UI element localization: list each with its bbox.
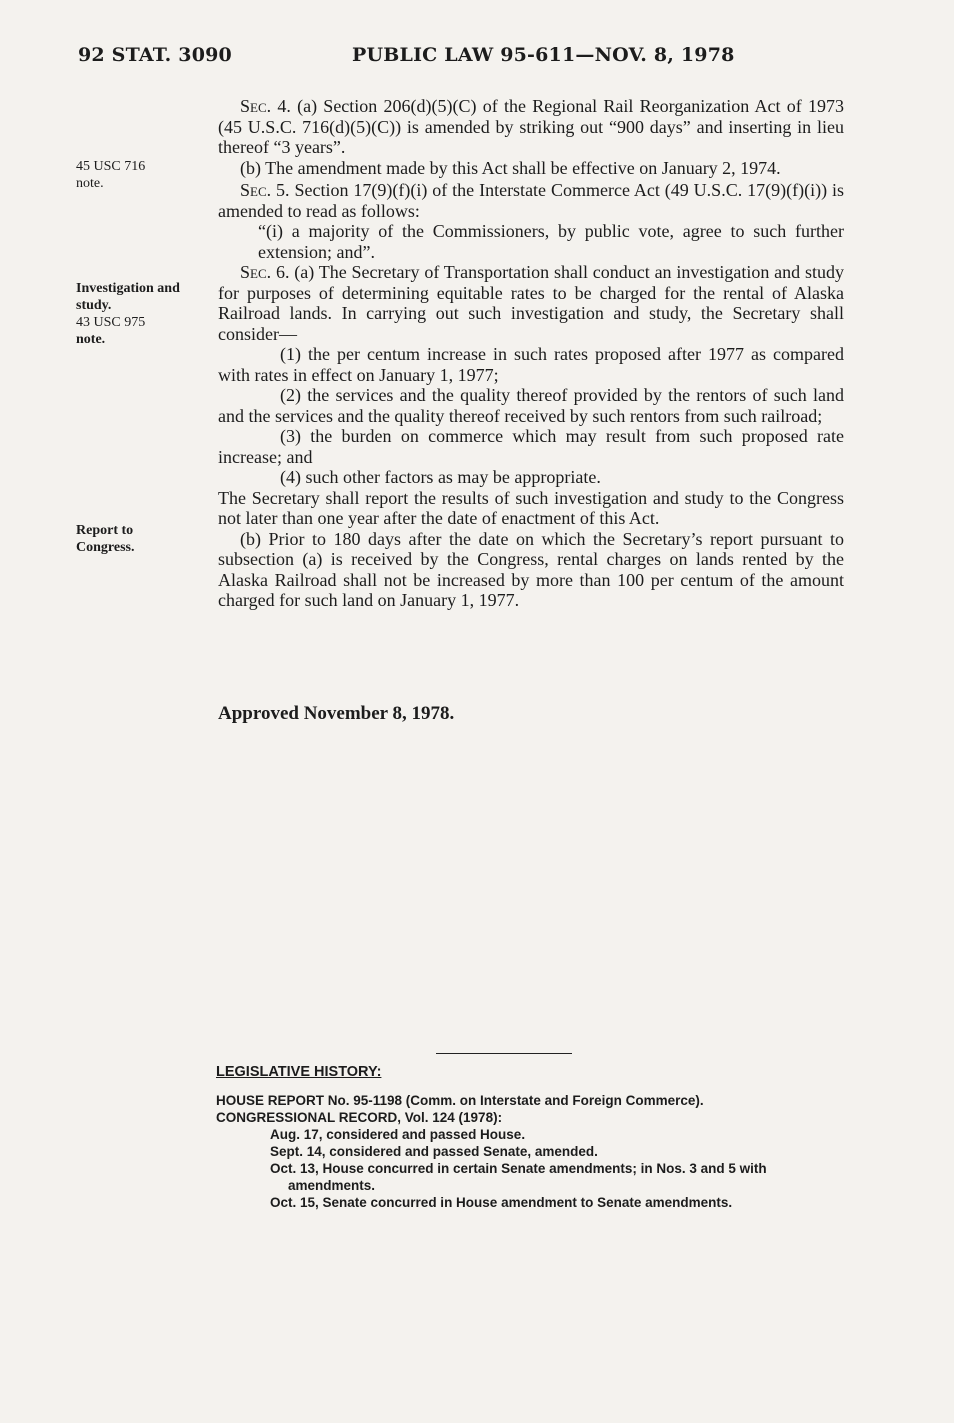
section-4a (218, 96, 844, 158)
section-4b: (b) The amendment made by this Act shall be effective on January 2, 1974. (240, 157, 781, 178)
section-label: Sec. 5. (240, 180, 290, 200)
section-label: Sec. 6. (240, 262, 290, 282)
divider (436, 1053, 572, 1054)
section-label: Sec. 4. (240, 96, 291, 116)
margin-note-usc716 (76, 158, 208, 192)
page-stat-citation: 92 STAT. 3090 (78, 44, 232, 66)
page-running-head: PUBLIC LAW 95-611—NOV. 8, 1978 (352, 44, 735, 66)
margin-note-line: Investigation and (76, 281, 180, 296)
history-event: Oct. 15, Senate concurred in House amendment to Senate amendments. (270, 1195, 733, 1210)
section-text: (a) The Secretary of Transportation shall conduct an investigation and study for purposes of determining equitable rates to be charged for the rental of Alaska Railroad lands. In carrying out such investigation and study, the Secretary shall consider— (218, 262, 844, 344)
section-6a (218, 262, 844, 344)
margin-note-line: study. (76, 298, 112, 313)
margin-note-line: 45 USC 716 (76, 159, 146, 174)
list-item: (1) the per centum increase in such rates proposed after 1977 as compared with rates in effect on January 1, 1977; (218, 344, 844, 385)
margin-note-line: Report to (76, 523, 134, 538)
list-item: (2) the services and the quality thereof provided by the rentors of such land and the services and the quality thereof received by such rentors from such railroad; (218, 385, 844, 426)
section-5-quote: “(i) a majority of the Commissioners, by public vote, agree to such further extension; and”. (258, 221, 844, 262)
margin-note-line: note. (76, 332, 106, 347)
report-paragraph: The Secretary shall report the results of such investigation and study to the Congress not later than one year after the date of enactment of this Act. (218, 487, 844, 528)
statute-body (218, 96, 844, 611)
margin-note-line: Congress. (76, 540, 135, 555)
margin-note-investigation (76, 280, 208, 348)
section-6b: (b) Prior to 180 days after the date on which the Secretary’s report pursuant to subsection (a) is received by the Congress, rental charges on lands rented by the Alaska Railroad shall not be increased by more than 100 per centum of the amount charged for such land on January 1, 1977. (218, 528, 844, 610)
list-item: (3) the burden on commerce which may result from such proposed rate increase; and (218, 426, 844, 467)
section-5 (218, 180, 844, 221)
section-text: Section 17(9)(f)(i) of the Interstate Commerce Act (49 U.S.C. 17(9)(f)(i)) is amended to read as follows: (218, 180, 844, 221)
approval-date: Approved November 8, 1978. (218, 703, 455, 724)
history-event: Sept. 14, considered and passed Senate, amended. (270, 1144, 598, 1159)
legislative-history-title: LEGISLATIVE HISTORY: (216, 1064, 382, 1080)
history-event: Aug. 17, considered and passed House. (270, 1127, 526, 1142)
history-event: Oct. 13, House concurred in certain Senate amendments; in Nos. 3 and 5 with amendments. (270, 1161, 767, 1193)
legislative-history (216, 1092, 856, 1211)
section-text: (a) Section 206(d)(5)(C) of the Regional Rail Reorganization Act of 1973 (45 U.S.C. 716(d)(5)(C)) is amended by striking out “900 days” and inserting in lieu thereof “3 years”. (218, 96, 844, 157)
house-report: HOUSE REPORT No. 95-1198 (Comm. on Interstate and Foreign Commerce). (216, 1093, 704, 1108)
list-item: (4) such other factors as may be appropriate. (280, 467, 601, 487)
margin-note-line: note. (76, 176, 104, 191)
congressional-record: CONGRESSIONAL RECORD, Vol. 124 (1978): (216, 1110, 503, 1125)
margin-note-report (76, 522, 208, 556)
margin-note-line: 43 USC 975 (76, 315, 146, 330)
